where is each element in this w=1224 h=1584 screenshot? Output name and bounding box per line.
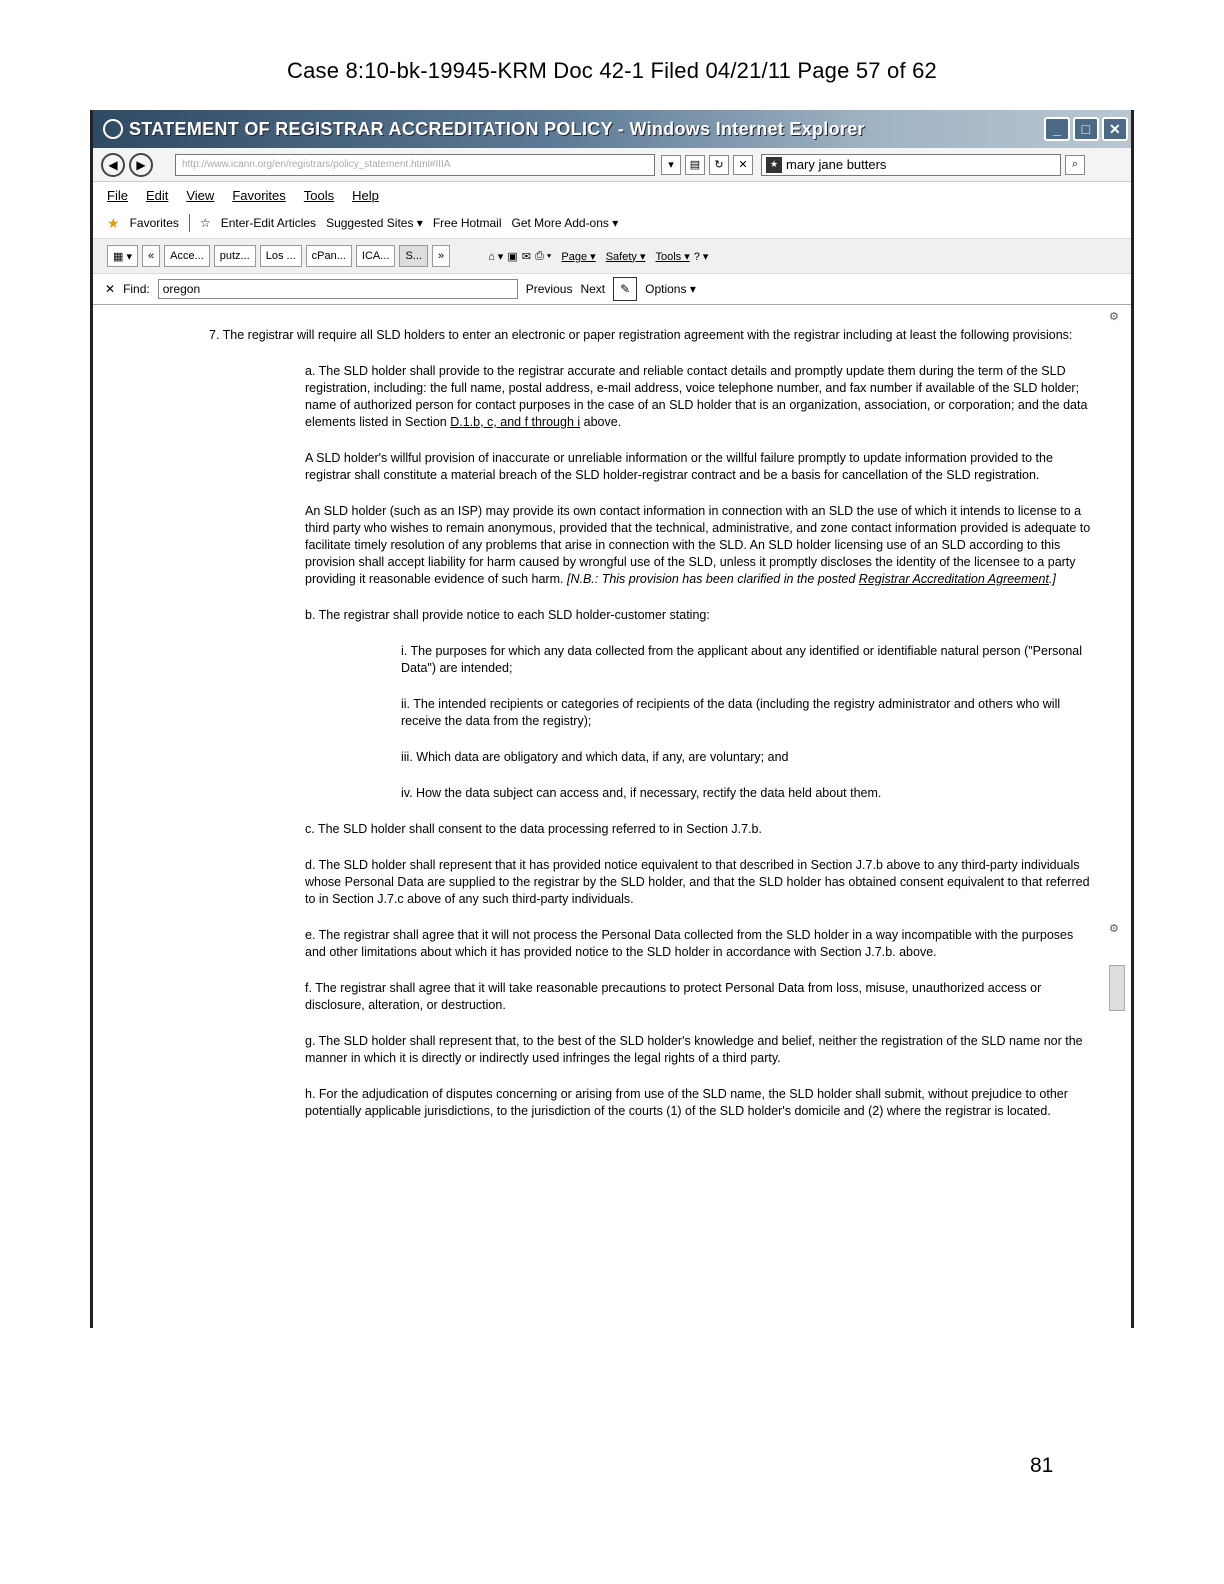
menu-bar [93, 182, 1131, 208]
paragraph-e: e. The registrar shall agree that it will not process the Personal Data collected from the SLD holder in a way incompatible with the purposes and other limitations about which it has provided notice to the SLD holder in accordance with Section J.7.b. above. [305, 928, 1074, 959]
fav-link-suggested-sites[interactable]: Suggested Sites ▾ [326, 216, 423, 230]
find-bar [93, 274, 1131, 305]
print-icon[interactable]: ⎙ ▾ [534, 249, 552, 262]
paragraph-d: d. The SLD holder shall represent that it has provided notice equivalent to that described in Section J.7.b above to any third-party individuals whose Personal Data are supplied to the registrar by the SLD holder, and that the SLD holder has obtained consent equivalent to that referred to in Section J.7.c above of any such third-party individuals. [305, 858, 1090, 906]
registrar-agreement-link[interactable]: Registrar Accreditation Agreement [858, 572, 1049, 586]
refresh-icon[interactable]: ↻ [709, 155, 729, 175]
close-button[interactable]: ✕ [1102, 117, 1128, 141]
paragraph-b: b. The registrar shall provide notice to each SLD holder-customer stating: [305, 608, 710, 622]
favorites-button[interactable]: Favorites [129, 216, 179, 230]
safety-menu[interactable]: Safety ▾ [605, 250, 646, 263]
tab-scroll-right-icon[interactable]: » [432, 245, 450, 267]
find-options-button[interactable]: Options ▾ [645, 282, 696, 296]
paragraph-b-iv: iv. How the data subject can access and, if necessary, rectify the data held about them. [401, 786, 882, 800]
url-input[interactable]: http://www.icann.org/en/registrars/policy_statement.html#IIIA [175, 154, 655, 176]
page-menu[interactable]: Page ▾ [561, 250, 596, 263]
window-title: STATEMENT OF REGISTRAR ACCREDITATION POLICY - Windows Internet Explorer [129, 118, 865, 139]
paragraph-7: 7. The registrar will require all SLD holders to enter an electronic or paper registration agreement with the registrar including at least the following provisions: [209, 328, 1073, 342]
favorites-star-icon: ★ [107, 214, 120, 231]
menu-tools[interactable]: Tools [303, 187, 335, 203]
tab-los[interactable]: Los ... [260, 245, 302, 267]
find-next-button[interactable]: Next [580, 282, 606, 296]
tools-menu[interactable]: Tools ▾ [655, 250, 690, 263]
fav-link-get-addons[interactable]: Get More Add-ons ▾ [511, 216, 619, 230]
paragraph-g: g. The SLD holder shall represent that, to the best of the SLD holder's knowledge and belief, neither the registration of the SLD name nor the manner in which it is directly or indirectly used infringes the legal rights of a third party. [305, 1034, 1083, 1065]
find-previous-button[interactable]: Previous [525, 282, 573, 296]
tab-scroll-left-icon[interactable]: « [142, 245, 160, 267]
find-input[interactable]: oregon [158, 279, 518, 299]
feeds-icon[interactable]: ▣ [507, 250, 518, 263]
home-icon[interactable]: ⌂ ▾ [488, 250, 504, 263]
back-button[interactable]: ◀ [101, 153, 125, 177]
search-provider-icon: ★ [766, 157, 782, 173]
page-content [93, 305, 1131, 1120]
menu-help[interactable]: Help [352, 187, 379, 203]
menu-edit[interactable]: Edit [145, 187, 169, 203]
page-side-icon: ⚙ [1109, 311, 1119, 323]
paragraph-a3: An SLD holder (such as an ISP) may provide its own contact information in connection with an SLD the use of which it intends to license to a third party who wishes to remain anonymous, provided that the technical, administrative, and zone contact information provided is adequate to facilitate timely resolution of any problems that arise in connection with the SLD. An SLD holder licensing use of an SLD according to this provision shall accept liability for harm caused by wrongful use of the SLD, unless it promptly discloses the identity of the licensee to a party providing it reasonable evidence of such harm. [N.B.: This provision has been clarified in the posted Registrar Accreditation Agreement.] [305, 504, 1091, 586]
tab-ica[interactable]: ICA... [356, 245, 396, 267]
tab-putz[interactable]: putz... [214, 245, 256, 267]
paragraph-a2: A SLD holder's willful provision of inaccurate or unreliable information or the willful failure promptly to update information provided to the registrar shall constitute a material breach of the SLD holder-registrar contract and be a basis for cancellation of the SLD registration. [305, 451, 1053, 482]
paragraph-b-ii: ii. The intended recipients or categories of recipients of the data (including the registry administrator and others who will receive the data from the registry); [401, 697, 1061, 728]
ie-icon [103, 119, 123, 139]
paragraph-b-iii: iii. Which data are obligatory and which data, if any, are voluntary; and [401, 750, 789, 764]
compatibility-icon[interactable]: ▤ [685, 155, 705, 175]
browser-window [90, 110, 1134, 1328]
favorites-bar [93, 208, 1131, 238]
paragraph-f: f. The registrar shall agree that it will take reasonable precautions to protect Personal Data from loss, misuse, unauthorized access or disclosure, alteration, or destruction. [305, 981, 1042, 1012]
highlight-icon[interactable]: ✎ [613, 277, 637, 301]
find-label: Find: [123, 282, 150, 296]
divider [189, 214, 190, 232]
tab-active[interactable]: S... [399, 245, 428, 267]
section-link[interactable]: D.1.b, c, and f through i [450, 415, 581, 429]
page-side-icon-2: ⚙ [1109, 923, 1119, 935]
minimize-button[interactable]: _ [1044, 117, 1070, 141]
mail-icon[interactable]: ✉ [521, 250, 531, 263]
menu-file[interactable]: File [107, 187, 128, 203]
menu-favorites[interactable]: Favorites [232, 187, 286, 203]
quick-tabs-icon[interactable]: ▦ ▾ [107, 245, 138, 267]
paragraph-a: a. The SLD holder shall provide to the registrar accurate and reliable contact details and promptly update them during the term of the SLD registration, including: the full name, postal address, e-mail address, voice telephone number, and fax number if available of the SLD holder; name of authorized person for contact purposes in the case of an SLD holder that is an organization, association, or corporation; and the data elements listed in Section D.1.b, c, and f through i above. [305, 364, 1088, 429]
fav-link-free-hotmail[interactable]: Free Hotmail [432, 216, 502, 230]
tab-acce[interactable]: Acce... [164, 245, 210, 267]
page-number: 81 [1030, 1454, 1054, 1477]
paragraph-h: h. For the adjudication of disputes concerning or arising from use of the SLD name, the SLD holder shall submit, without prejudice to other potentially applicable jurisdictions, to the jurisdiction of the courts (1) of the SLD holder's domicile and (2) where the registrar is located. [305, 1087, 1068, 1118]
forward-button[interactable]: ▶ [129, 153, 153, 177]
tab-bar [93, 238, 1131, 274]
address-bar [93, 148, 1131, 182]
case-header: Case 8:10-bk-19945-KRM Doc 42-1 Filed 04/21/11 Page 57 of 62 [287, 58, 937, 83]
scrollbar-thumb[interactable] [1109, 965, 1125, 1011]
paragraph-c: c. The SLD holder shall consent to the data processing referred to in Section J.7.b. [305, 822, 762, 836]
menu-view[interactable]: View [186, 187, 215, 203]
add-favorite-icon[interactable]: ☆ [199, 216, 211, 230]
search-value: mary jane butters [786, 157, 887, 172]
tab-cpan[interactable]: cPan... [306, 245, 352, 267]
fav-link-enter-edit[interactable]: Enter-Edit Articles [220, 216, 317, 230]
stop-icon[interactable]: ✕ [733, 155, 753, 175]
help-icon[interactable]: ? ▾ [693, 250, 709, 263]
paragraph-b-i: i. The purposes for which any data collected from the applicant about any identified or identifiable natural person ("Personal Data") are intended; [401, 644, 1082, 675]
search-input[interactable] [761, 154, 1061, 176]
dropdown-icon[interactable]: ▾ [661, 155, 681, 175]
close-find-icon[interactable]: ✕ [105, 282, 116, 296]
maximize-button[interactable]: □ [1073, 117, 1099, 141]
title-bar [93, 110, 1131, 148]
search-icon[interactable]: ⌕ [1065, 155, 1085, 175]
